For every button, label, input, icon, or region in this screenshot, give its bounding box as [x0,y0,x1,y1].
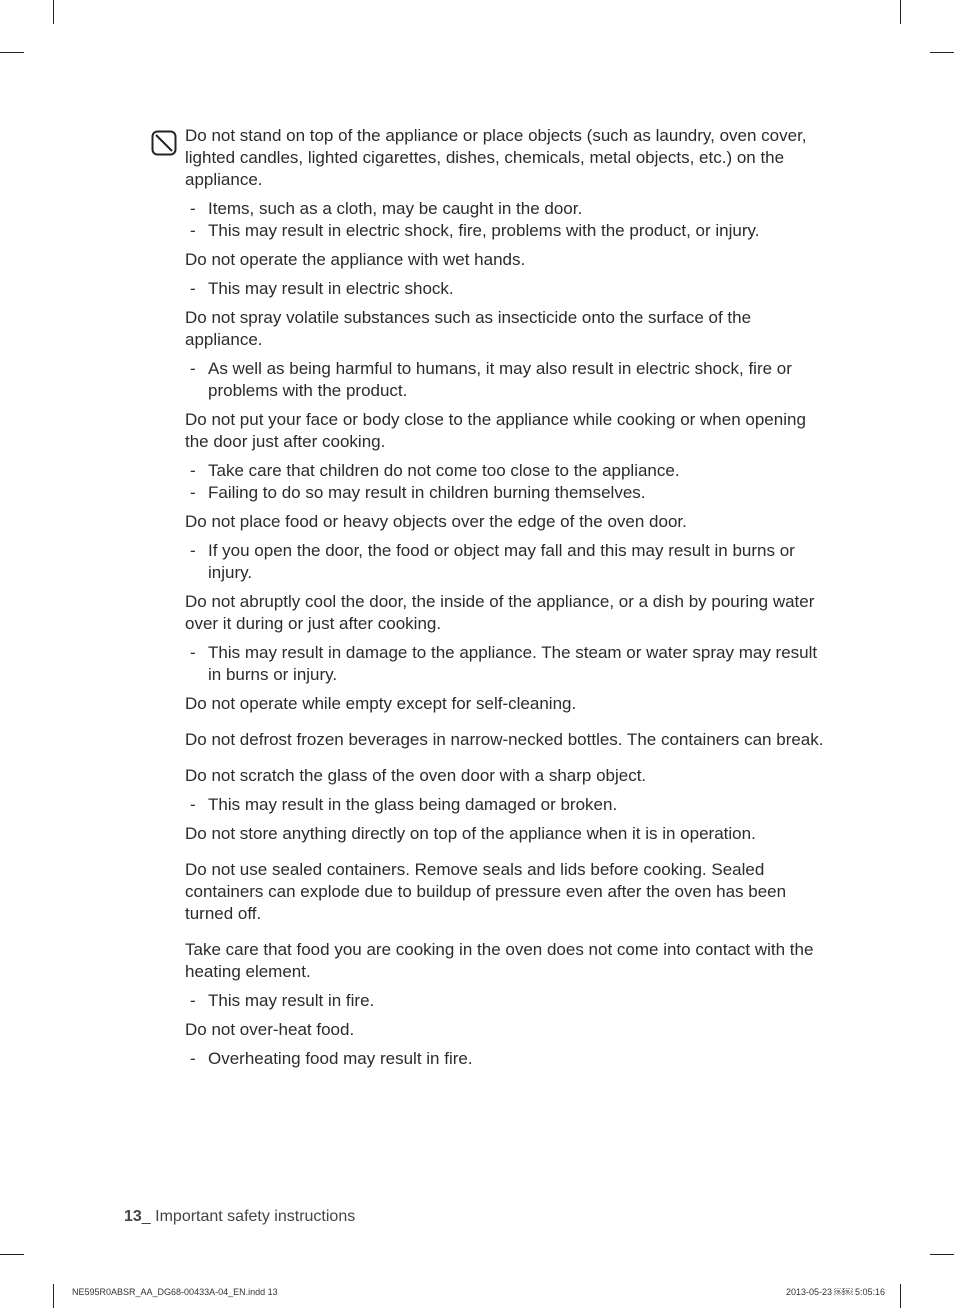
consequence-text: Take care that children do not come too close to the appliance. [208,461,680,480]
safety-instructions [185,125,825,1077]
instruction-item [185,249,825,300]
bullet-dash: - [190,461,196,480]
crop-mark [930,52,954,53]
instruction-item [185,859,825,925]
crop-mark [53,1284,54,1308]
instruction-item [185,1019,825,1070]
instruction-item [185,765,825,816]
bullet-dash: - [190,643,196,662]
instruction-item [185,409,825,504]
consequence-text: As well as being harmful to humans, it may also result in electric shock, fire or problems with the product. [208,359,792,400]
consequence-item [185,990,825,1012]
consequence-item [185,794,825,816]
consequence-list [185,990,825,1012]
consequence-text: This may result in fire. [208,991,375,1010]
instruction-text: Do not defrost frozen beverages in narrow-necked bottles. The containers can break. [185,730,824,749]
instruction-text: Do not abruptly cool the door, the inside of the appliance, or a dish by pouring water over it during or just after cooking. [185,592,815,633]
instruction-text: Do not operate the appliance with wet hands. [185,250,526,269]
consequence-list [185,278,825,300]
print-slug-timestamp: 2013-05-23 ￼￼ 5:05:16 [786,1287,886,1297]
section-title: _ Important safety instructions [141,1208,356,1225]
instruction-item [185,511,825,584]
bullet-dash: - [190,199,196,218]
bullet-dash: - [190,1049,196,1068]
page-footer [124,1208,355,1226]
consequence-item [185,460,825,482]
consequence-item [185,642,825,686]
prohibition-icon [151,130,177,156]
instruction-item [185,307,825,402]
instruction-item [185,693,825,715]
consequence-list [185,358,825,402]
instruction-text: Do not place food or heavy objects over the edge of the oven door. [185,512,687,531]
consequence-text: Items, such as a cloth, may be caught in the door. [208,199,583,218]
crop-mark [930,1254,954,1255]
instruction-text: Do not scratch the glass of the oven door with a sharp object. [185,766,647,785]
consequence-text: This may result in electric shock. [208,279,454,298]
print-slug-file: NE595R0ABSR_AA_DG68-00433A-04_EN.indd 13 [72,1287,278,1297]
consequence-item [185,540,825,584]
consequence-text: If you open the door, the food or object may fall and this may result in burns or injury. [208,541,795,582]
page-number: 13 [124,1208,142,1225]
instruction-text: Take care that food you are cooking in the oven does not come into contact with the heating element. [185,940,814,981]
consequence-item [185,198,825,220]
consequence-list [185,794,825,816]
consequence-text: This may result in the glass being damaged or broken. [208,795,618,814]
consequence-item [185,1048,825,1070]
crop-mark [900,1284,901,1308]
crop-mark [53,0,54,24]
instruction-item [185,729,825,751]
consequence-item [185,278,825,300]
instruction-text: Do not use sealed containers. Remove seals and lids before cooking. Sealed containers can explode due to buildup of pressure even after the oven has been turned off. [185,860,787,923]
instruction-text: Do not stand on top of the appliance or place objects (such as laundry, oven cover, lighted candles, lighted cigarettes, dishes, chemicals, metal objects, etc.) on the appliance. [185,126,807,189]
consequence-item [185,220,825,242]
bullet-dash: - [190,359,196,378]
instruction-item [185,125,825,242]
instruction-item [185,939,825,1012]
consequence-text: Overheating food may result in fire. [208,1049,473,1068]
crop-mark [900,0,901,24]
bullet-dash: - [190,991,196,1010]
consequence-list [185,540,825,584]
consequence-text: This may result in damage to the appliance. The steam or water spray may result in burns or injury. [208,643,818,684]
consequence-list [185,1048,825,1070]
consequence-list [185,460,825,504]
instruction-text: Do not spray volatile substances such as insecticide onto the surface of the appliance. [185,308,752,349]
crop-mark [0,52,24,53]
consequence-list [185,642,825,686]
consequence-item [185,482,825,504]
instruction-text: Do not over-heat food. [185,1020,355,1039]
consequence-text: Failing to do so may result in children burning themselves. [208,483,646,502]
instruction-text: Do not store anything directly on top of the appliance when it is in operation. [185,824,756,843]
instruction-text: Do not operate while empty except for self-cleaning. [185,694,577,713]
instruction-item [185,823,825,845]
bullet-dash: - [190,541,196,560]
consequence-item [185,358,825,402]
crop-mark [0,1254,24,1255]
bullet-dash: - [190,795,196,814]
consequence-text: This may result in electric shock, fire, problems with the product, or injury. [208,221,760,240]
bullet-dash: - [190,483,196,502]
bullet-dash: - [190,221,196,240]
instruction-item [185,591,825,686]
instruction-text: Do not put your face or body close to the appliance while cooking or when opening the door just after cooking. [185,410,806,451]
bullet-dash: - [190,279,196,298]
consequence-list [185,198,825,242]
